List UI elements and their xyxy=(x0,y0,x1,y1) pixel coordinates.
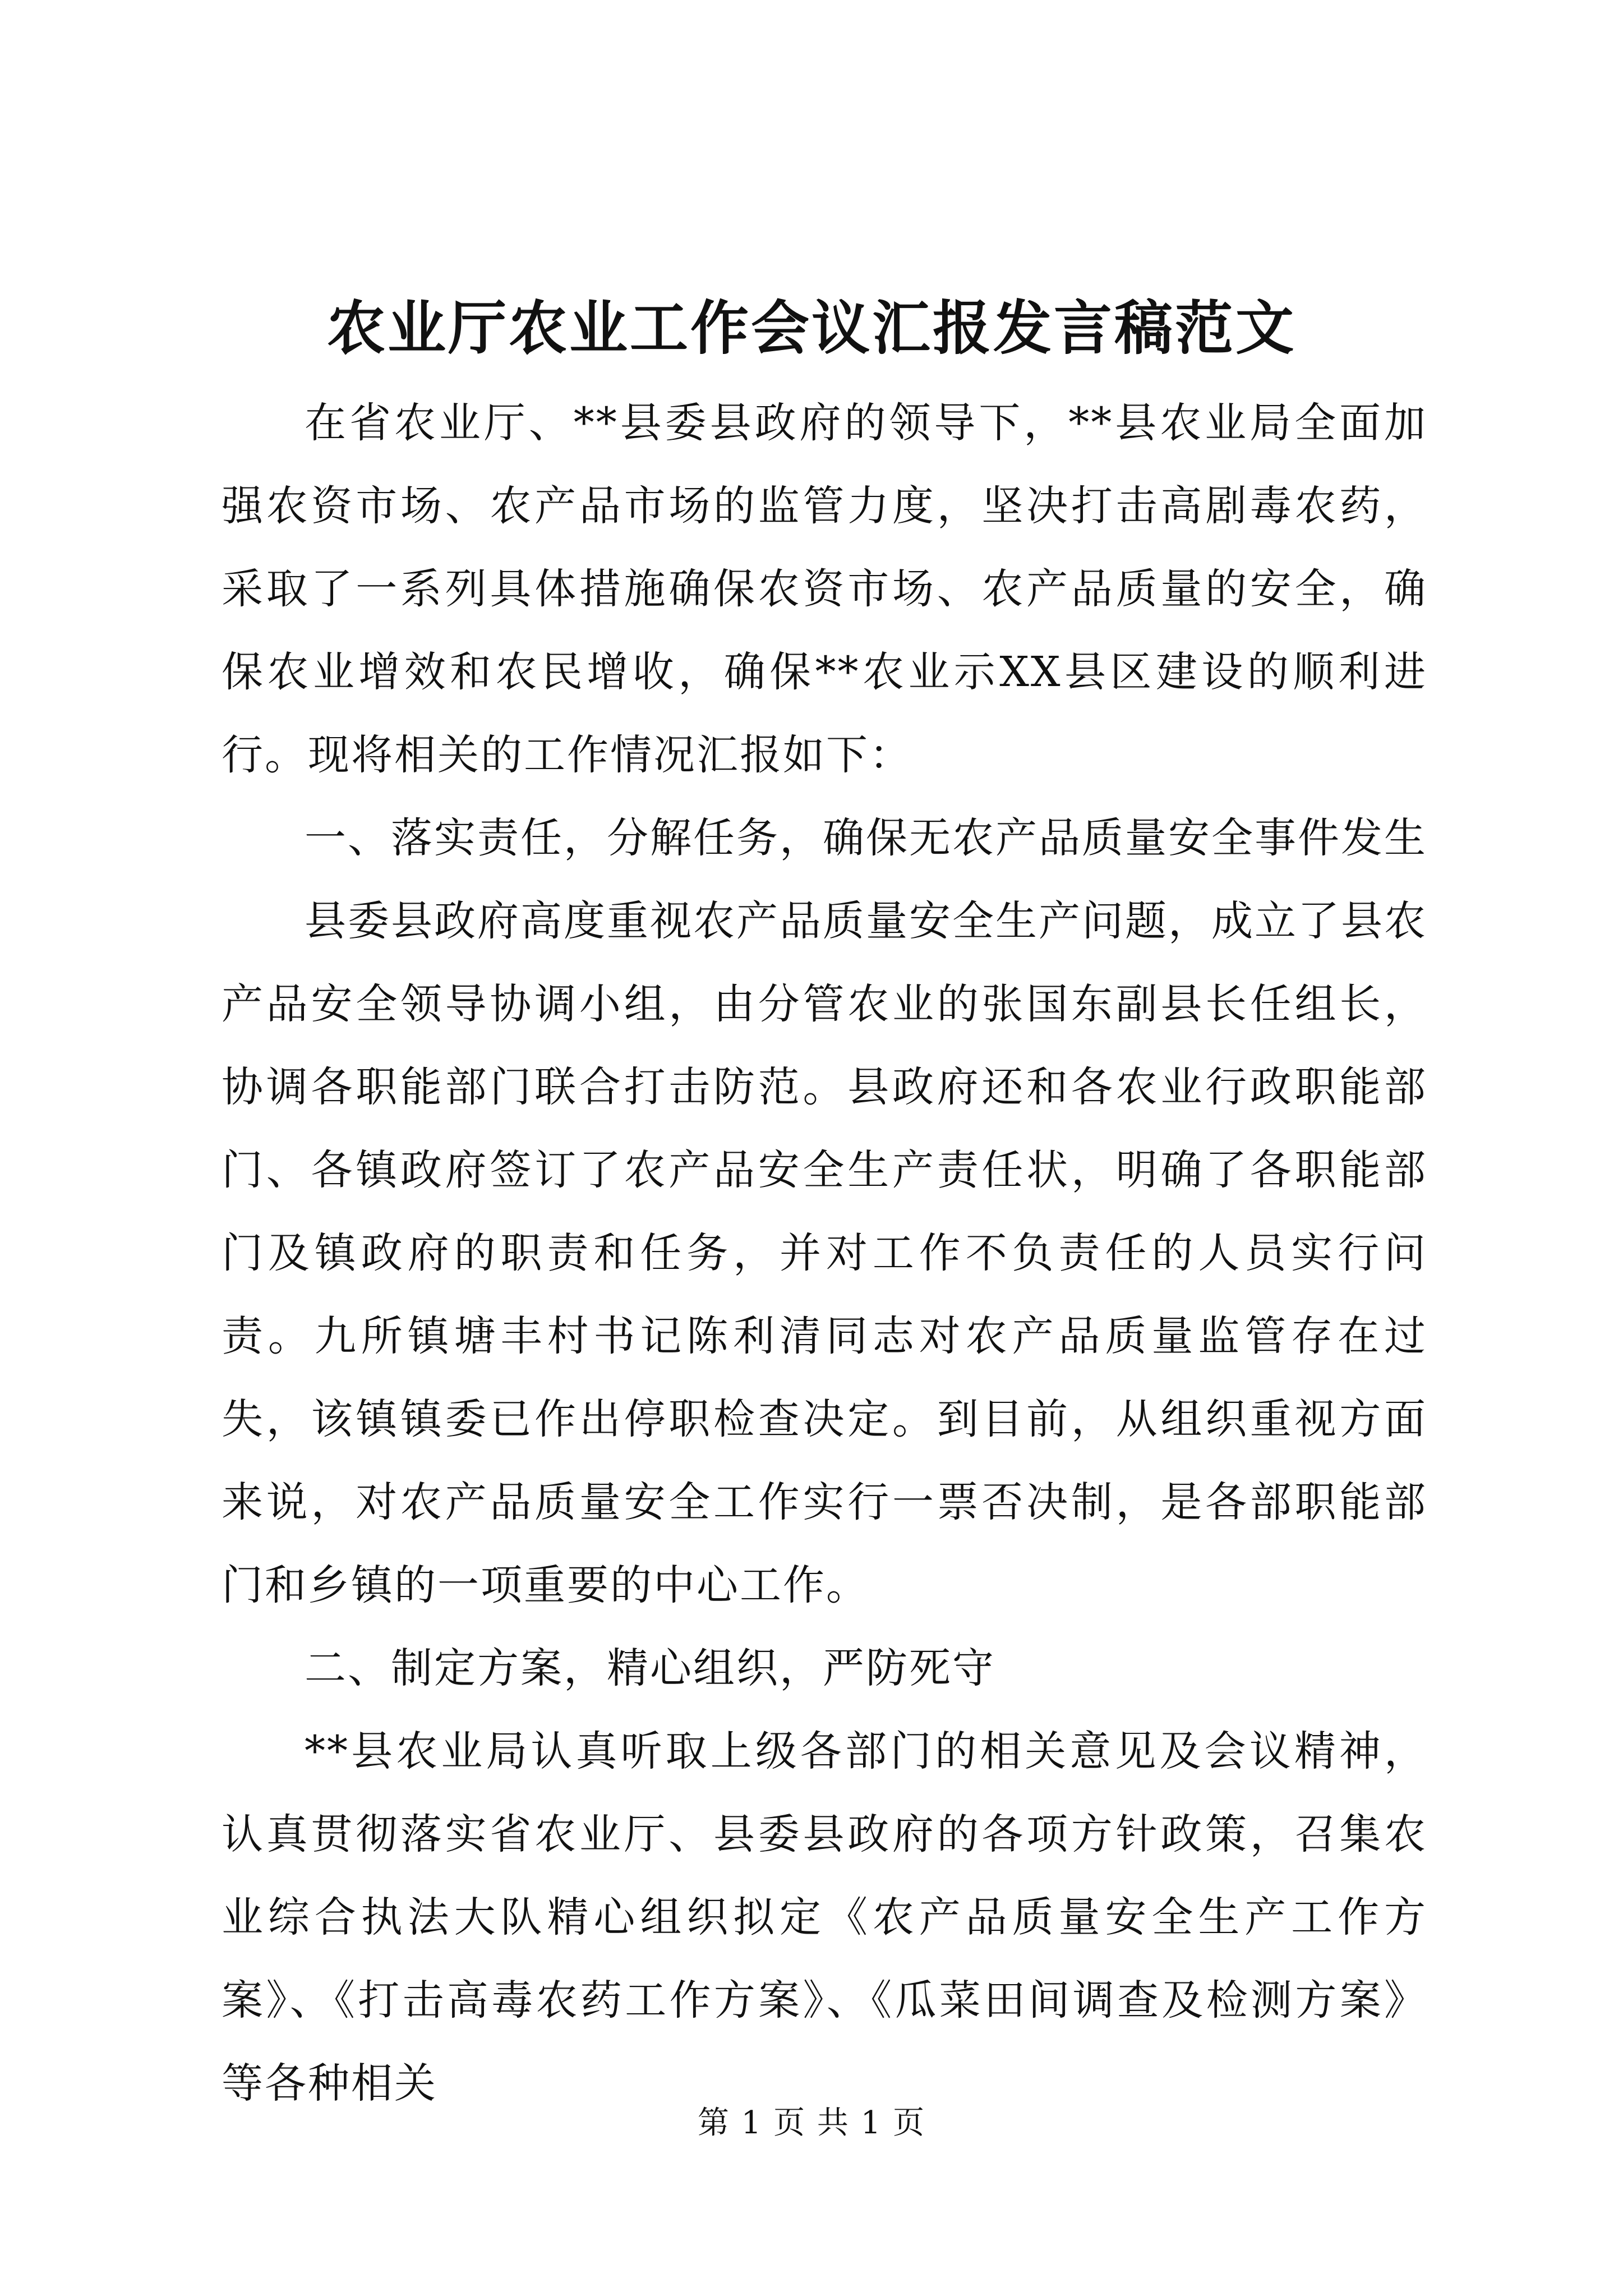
section-heading-1: 一、落实责任，分解任务，确保无农产品质量安全事件发生 xyxy=(305,814,1427,862)
paragraph-intro: 在省农业厅、**县委县政府的领导下，**县农业局全面加强农资市场、农产品市场的监管力度，坚决打击高剧毒农药，采取了一系列具体措施确保农资市场、农产品质量的安全，确保农业增效和农民增收，确保**农业示XX县区建设的顺利进行。现将相关的工作情况汇报如下： xyxy=(222,399,1427,779)
document-body xyxy=(222,381,1427,2125)
page-footer: 第 1 页 共 1 页 xyxy=(697,2105,926,2141)
document-title: 农业厅农业工作会议汇报发言稿范文 xyxy=(326,293,1296,362)
paragraph-section-1: 县委县政府高度重视农产品质量安全生产问题，成立了县农产品安全领导协调小组，由分管农业的张国东副县长任组长，协调各职能部门联合打击防范。县政府还和各农业行政职能部门、各镇政府签订了农产品安全生产责任状，明确了各职能部门及镇政府的职责和任务，并对工作不负责任的人员实行问责。九所镇塘丰村书记陈利清同志对农产品质量监管存在过失，该镇镇委已作出停职检查决定。到目前，从组织重视方面来说，对农产品质量安全工作实行一票否决制，是各部职能部门和乡镇的一项重要的中心工作。 xyxy=(222,897,1427,1609)
section-heading-2: 二、制定方案，精心组织，严防死守 xyxy=(305,1644,995,1692)
paragraph-section-2: **县农业局认真听取上级各部门的相关意见及会议精神，认真贯彻落实省农业厅、县委县政府的各项方针政策，召集农业综合执法大队精心组织拟定《农产品质量安全生产工作方案》、《打击高毒农药工作方案》、《瓜菜田间调查及检测方案》等各种相关 xyxy=(222,1727,1427,2108)
